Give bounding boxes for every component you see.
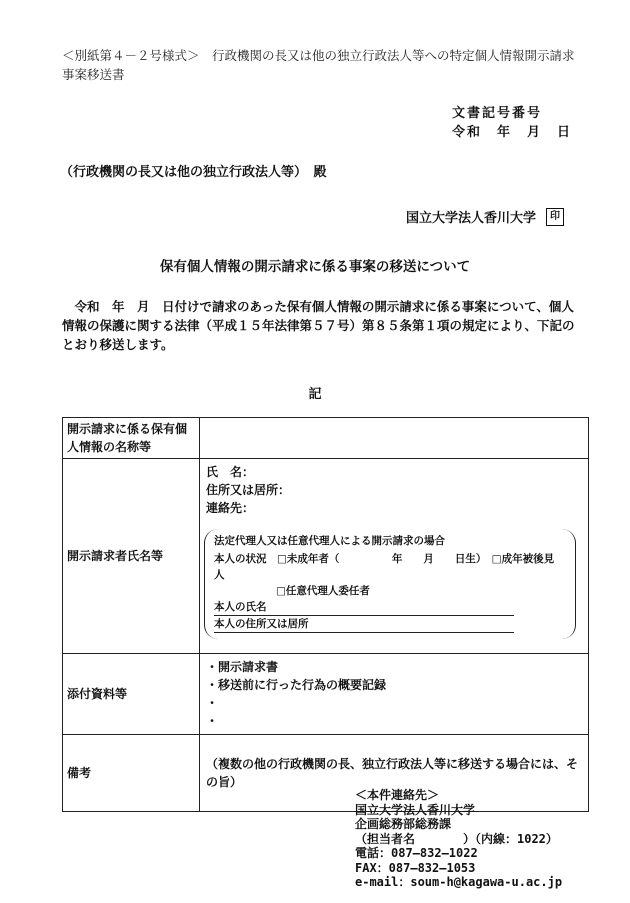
row-label-info-name: 開示請求に係る保有個人情報の名称等: [63, 418, 200, 459]
attachment-item: ・: [206, 714, 219, 728]
row-value-attachments: [200, 654, 589, 735]
agent-name: 本人の氏名: [214, 599, 514, 616]
doc-date: 令和 年 月 日: [451, 125, 572, 140]
contact-person: （担当者名 ）（内線：1022）: [355, 831, 558, 846]
document-title: 保有個人情報の開示請求に係る事案の移送について: [159, 259, 471, 275]
requester-address: 住所又は居所：: [206, 483, 291, 497]
agent-address: 本人の住所又は居所: [214, 616, 514, 633]
agent-status: 本人の状況 □未成年者（ 年 月 日生） □成年被後見人: [214, 553, 555, 581]
attachment-item: ・移送前に行った行為の概要記録: [206, 678, 387, 692]
contact-info: [355, 788, 562, 890]
body-text: 令和 年 月 日付けで請求のあった保有個人情報の開示請求に係る事案について、個人情報の保護に関する法律（平成１５年法律第５７号）第８５条第１項の規定により、下記のとおり移送します。: [62, 299, 575, 352]
row-label-attachments: 添付資料等: [63, 654, 200, 735]
seal-stamp: 印: [546, 208, 564, 226]
row-label-requester: 開示請求者氏名等: [63, 459, 200, 654]
row-value-info-name: [200, 418, 589, 459]
doc-info: [452, 104, 572, 142]
doc-number: 文書記号番号: [451, 106, 542, 121]
contact-tel: 電話：087―832―1022: [355, 846, 478, 860]
remarks-note: （複数の他の行政機関の長、独立行政法人等に移送する場合には、その旨）: [206, 757, 579, 789]
contact-dept: 企画総務部総務課: [355, 817, 452, 831]
transfer-table: [62, 417, 589, 812]
sender-name: 国立大学法人香川大学: [405, 211, 536, 226]
attachment-item: ・開示請求書: [206, 660, 279, 674]
contact-heading: ＜本件連絡先＞: [355, 788, 440, 802]
contact-org: 国立大学法人香川大学: [355, 802, 476, 817]
form-header: ＜別紙第４－２号様式＞ 行政機関の長又は他の独立行政法人等への特定個人情報開示請求事案移送書: [62, 48, 575, 82]
row-label-remarks: 備考: [63, 735, 200, 812]
attachment-item: ・: [206, 696, 219, 710]
row-value-requester: [200, 459, 589, 654]
contact-email: e-mail：soum-h@kagawa-u.ac.jp: [355, 875, 563, 889]
table-row: [63, 654, 589, 735]
agent-status-2: □任意代理人委任者: [276, 585, 370, 597]
ki-marker: 記: [308, 387, 322, 402]
addressee: （行政機関の長又は他の独立行政法人等） 殿: [60, 165, 327, 180]
contact-fax: FAX：087―832―1053: [355, 860, 476, 875]
requester-contact: 連絡先：: [206, 501, 255, 515]
table-row: [63, 459, 589, 654]
table-row: [63, 418, 589, 459]
agent-heading: 法定代理人又は任意代理人による開示請求の場合: [214, 535, 445, 547]
sender: [406, 207, 564, 226]
requester-name: 氏 名：: [206, 465, 255, 479]
